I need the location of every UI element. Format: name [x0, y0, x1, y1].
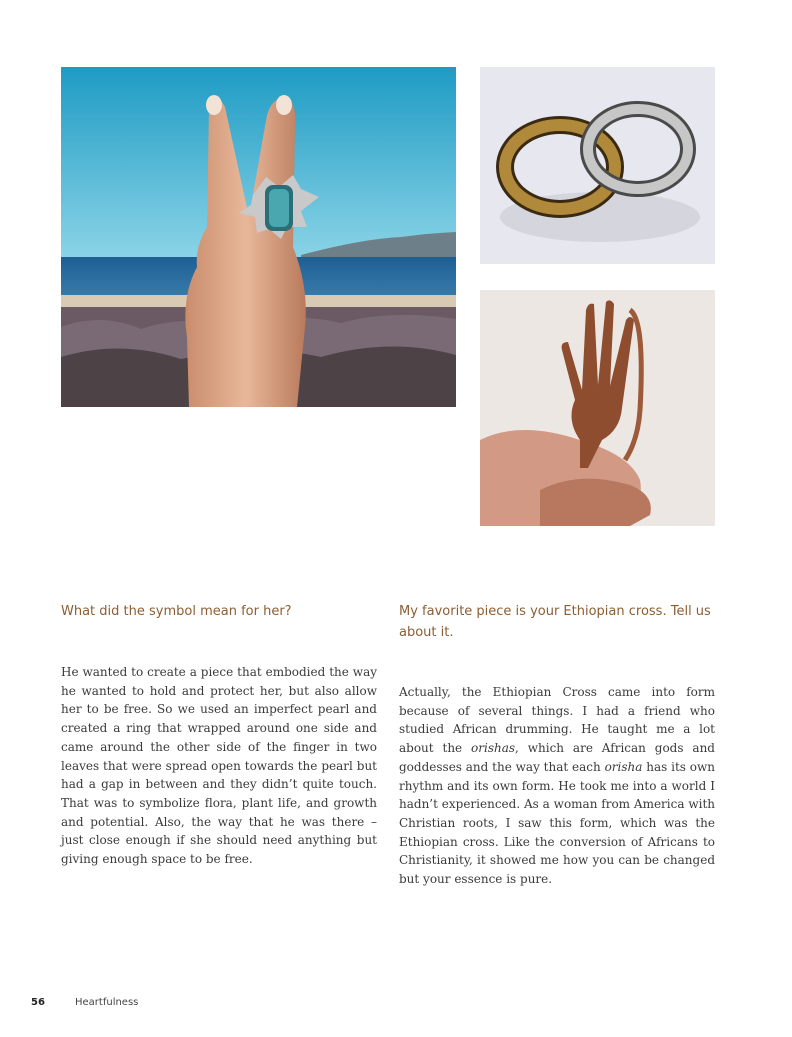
answer-text-part: Actually, the Ethiopian Cross came into form because of several things. I had a friend who studied African drumming. He taught me a lot about the — [399, 685, 715, 756]
page-number: 56 — [31, 997, 45, 1008]
answer-symbol-meaning: He wanted to create a piece that embodied the way he wanted to hold and protect her, but also allow her to be free. So we used an imperfect pearl and created a ring that wrapped around one side and came around the other side of the finger in two leaves that were spread open towards the pearl but had a gap in between and they didn’t quite touch. That was to symbolize flora, plant life, and growth and potential. Also, the way that he was there – just close enough if she should need anything but giving enough space to be free. — [61, 665, 377, 867]
answer-text-part: has its own rhythm and its own form. He took me into a world I hadn’t experienced. As a woman from America with Christian roots, I saw this form, which was the Ethiopian cross. Like the conversion of Africans to Christianity, it showed me how you can be changed but your essence is pure. — [399, 759, 715, 887]
copper-hand-ring-photo — [480, 290, 715, 526]
question-ethiopian-cross: My favorite piece is your Ethiopian cross. Tell us about it. — [399, 604, 711, 640]
publication-name: Heartfulness — [75, 997, 139, 1008]
answer-emphasis: orisha — [604, 759, 643, 774]
gold-silver-rings-photo — [480, 67, 715, 264]
answer-text-part: , which are African gods and goddesses and the way that each — [399, 741, 715, 774]
answer-ethiopian-cross — [399, 683, 715, 889]
answer-emphasis: orishas — [471, 741, 516, 756]
question-symbol-meaning: What did the symbol mean for her? — [61, 604, 292, 619]
peace-sign-ring-photo — [61, 67, 456, 407]
